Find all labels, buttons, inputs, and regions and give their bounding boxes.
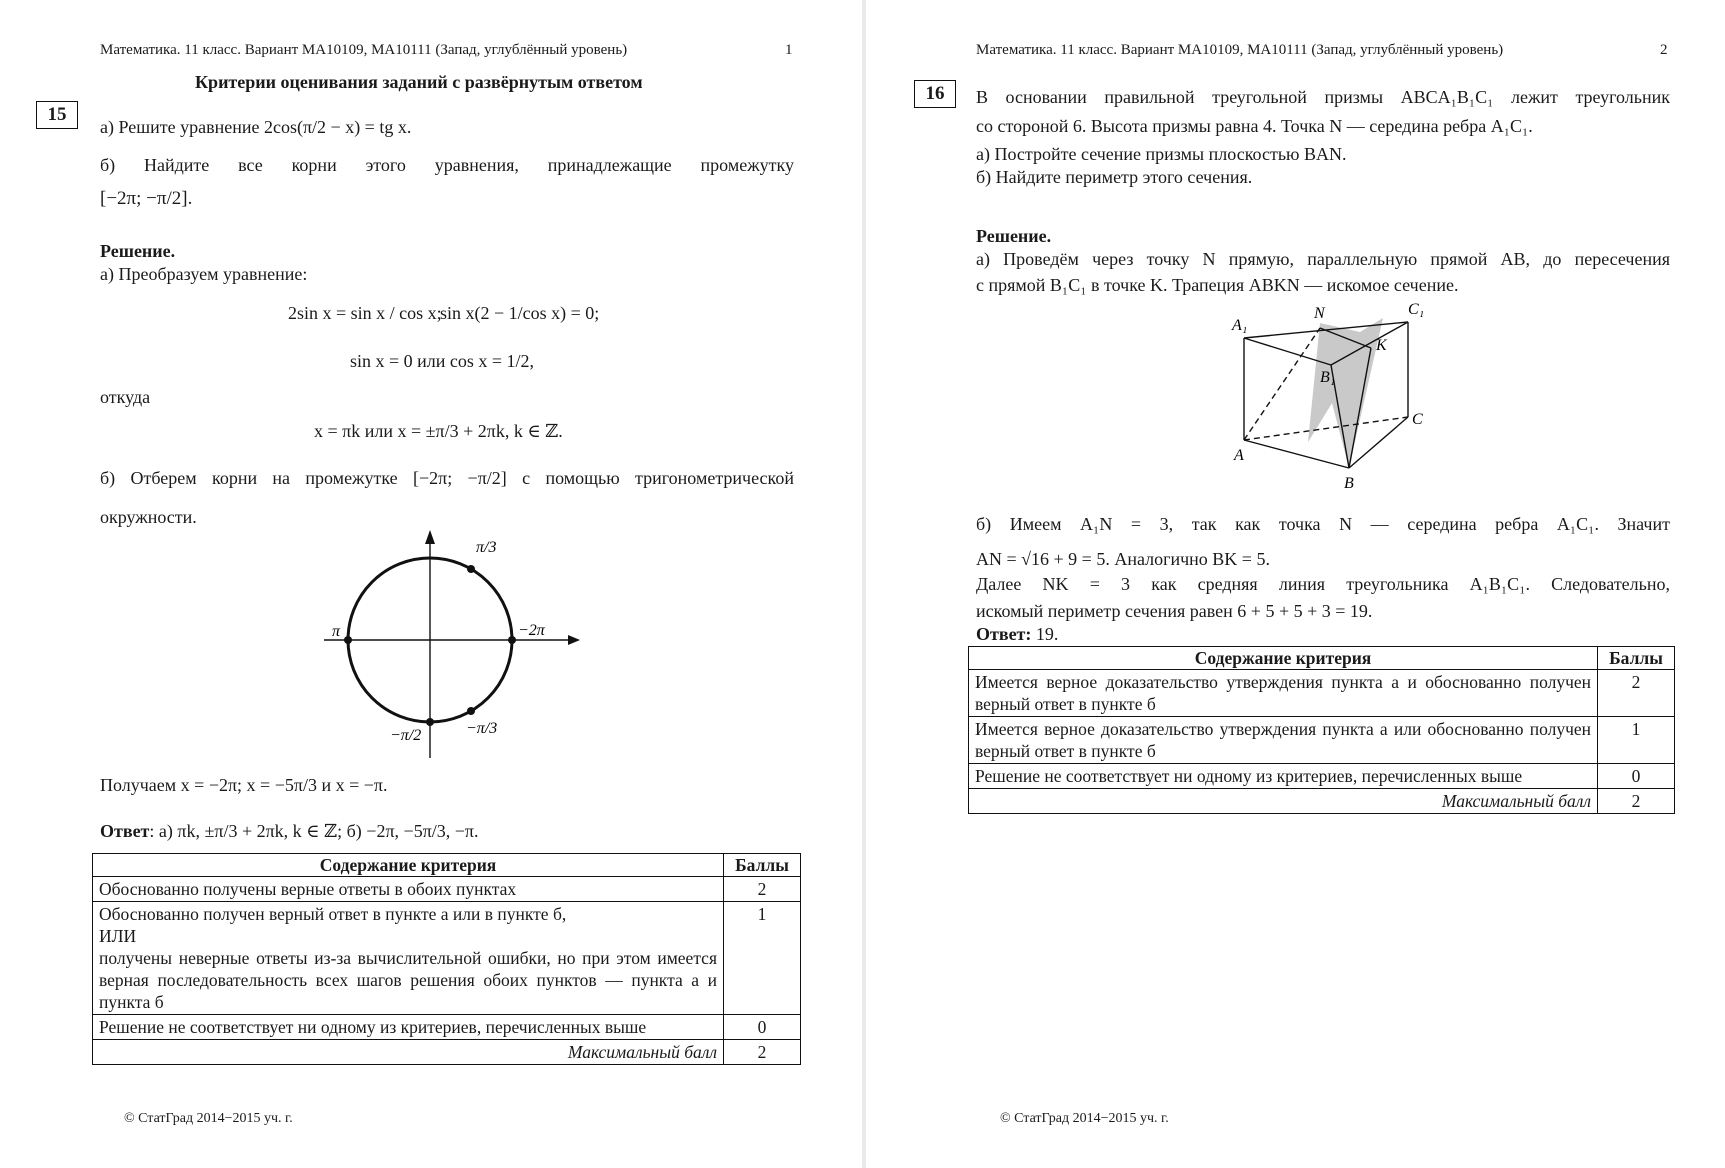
- table-row: [969, 717, 1675, 764]
- criterion-score: 2: [724, 877, 801, 902]
- criterion-text: [93, 902, 724, 1015]
- label-a1: A₁: [1232, 317, 1248, 334]
- max-score-label: Максимальный балл: [93, 1040, 724, 1065]
- page-footer: © СтатГрад 2014−2015 уч. г.: [1000, 1111, 1169, 1126]
- criterion-line: Обоснованно получен верный ответ в пункте а или в пункте б,: [99, 904, 567, 924]
- page-header: Математика. 11 класс. Вариант МА10109, МА10111 (Запад, углублённый уровень): [100, 42, 628, 58]
- table-header-score: Баллы: [724, 854, 801, 877]
- answer-text: : а) πk, ±π/3 + 2πk, k ∈ ℤ; б) −2π, −5π/3, −π.: [149, 821, 479, 841]
- table-header-content: Содержание критерия: [93, 854, 724, 877]
- point-minus-pi-over-3: [467, 707, 475, 715]
- page-header: Математика. 11 класс. Вариант МА10109, МА10111 (Запад, углублённый уровень): [976, 42, 1504, 58]
- task-16-part-a: а) Постройте сечение призмы плоскостью BAN.: [976, 144, 1347, 164]
- criterion-score: 0: [724, 1015, 801, 1040]
- label-top: π/3: [476, 539, 497, 556]
- edge-a-b: [1244, 440, 1349, 468]
- table-row: [969, 670, 1675, 717]
- solution-b-line2: AN = √16 + 9 = 5. Аналогично BK = 5.: [976, 549, 1270, 569]
- solution-b-line1: б) Отберем корни на промежутке [−2π; −π/2] с помощью тригонометрической: [100, 468, 794, 488]
- text-otkuda: откуда: [100, 387, 151, 407]
- label-b: B: [1344, 475, 1354, 492]
- solution-b-line3: Далее NK = 3 как средняя линия треугольника A₁B₁C₁. Следовательно,: [976, 574, 1670, 594]
- label-c1: C₁: [1408, 301, 1425, 318]
- solution-b-line2: окружности.: [100, 507, 197, 527]
- label-b1: B₁: [1320, 369, 1336, 386]
- criterion-score: 1: [724, 902, 801, 1015]
- task-15-interval: [−2π; −π/2].: [100, 188, 193, 209]
- label-a: A: [1234, 447, 1244, 464]
- label-left: π: [332, 623, 341, 640]
- page-footer: © СтатГрад 2014−2015 уч. г.: [124, 1111, 293, 1126]
- label-bottom: −π/2: [390, 727, 422, 744]
- point-pi: [344, 636, 352, 644]
- page-2: [866, 0, 1725, 1168]
- criterion-score: 0: [1598, 764, 1675, 789]
- table-header-row: [93, 854, 801, 877]
- answer-label: Ответ:: [976, 624, 1032, 644]
- solution-b-line1: б) Имеем A₁N = 3, так как точка N — середина ребра A₁C₁. Значит: [976, 514, 1670, 534]
- criterion-text: Имеется верное доказательство утверждения пункта а и обоснованно получен верный ответ в пункте б: [969, 670, 1598, 717]
- answer-label: Ответ: [100, 821, 150, 841]
- table-header-row: [969, 647, 1675, 670]
- max-score-value: 2: [1598, 789, 1675, 814]
- answer-line: [976, 623, 1058, 645]
- solution-b-line4: искомый периметр сечения равен 6 + 5 + 5 + 3 = 19.: [976, 601, 1373, 621]
- task-number-16: 16: [914, 80, 956, 108]
- point-minus-pi-over-2: [426, 718, 434, 726]
- answer-text: 19.: [1031, 624, 1059, 644]
- point-pi-over-3: [467, 565, 475, 573]
- page-number: 2: [1660, 42, 1668, 58]
- table-row: [93, 902, 801, 1015]
- equation-1-left: 2sin x = sin x / cos x;: [288, 303, 442, 323]
- criterion-line: ИЛИ: [99, 926, 137, 946]
- prism-figure: [1232, 300, 1436, 510]
- equation-1-right: sin x(2 − 1/cos x) = 0;: [440, 303, 600, 323]
- criterion-text: Решение не соответствует ни одному из критериев, перечисленных выше: [93, 1015, 724, 1040]
- equation-3: x = πk или x = ±π/3 + 2πk, k ∈ ℤ.: [314, 421, 563, 441]
- task-number-15: 15: [36, 101, 78, 129]
- task-16-part-b: б) Найдите периметр этого сечения.: [976, 167, 1253, 187]
- max-score-label: Максимальный балл: [969, 789, 1598, 814]
- criterion-score: 2: [1598, 670, 1675, 717]
- task-15-part-b: б) Найдите все корни этого уравнения, принадлежащие промежутку: [100, 155, 794, 175]
- result-line: Получаем x = −2π; x = −5π/3 и x = −π.: [100, 775, 388, 795]
- y-axis-arrow-icon: [425, 530, 435, 544]
- solution-a-intro: а) Преобразуем уравнение:: [100, 264, 308, 284]
- table-row: [93, 1015, 801, 1040]
- table-max-row: [969, 789, 1675, 814]
- criteria-table: [968, 646, 1675, 814]
- answer-line: [100, 820, 479, 842]
- task-16-line2: со стороной 6. Высота призмы равна 4. Точка N — середина ребра A₁C₁.: [976, 116, 1533, 136]
- criterion-text: Обоснованно получены верные ответы в обоих пунктах: [93, 877, 724, 902]
- trig-circle-figure: [318, 528, 576, 758]
- solution-a-line2: с прямой B₁C₁ в точке K. Трапеция ABKN — искомое сечение.: [976, 275, 1459, 295]
- label-k: K: [1376, 337, 1387, 354]
- solution-a-line1: а) Проведём через точку N прямую, параллельную прямой AB, до пересечения: [976, 249, 1670, 269]
- page-number: 1: [785, 42, 793, 58]
- equation-2: sin x = 0 или cos x = 1/2,: [350, 351, 535, 371]
- table-header-score: Баллы: [1598, 647, 1675, 670]
- solution-label: Решение.: [100, 241, 176, 261]
- table-max-row: [93, 1040, 801, 1065]
- section-an: [1244, 328, 1320, 440]
- task-16-line1: В основании правильной треугольной призмы ABCA₁B₁C₁ лежит треугольник: [976, 87, 1670, 107]
- criterion-line: получены неверные ответы из-за вычислительной ошибки, но при этом имеется верная последовательность всех шагов решения обоих пунктов — пункта а и пункта б: [99, 948, 718, 1012]
- point-minus-2pi: [508, 636, 516, 644]
- label-n: N: [1314, 305, 1325, 322]
- criterion-text: Решение не соответствует ни одному из критериев, перечисленных выше: [969, 764, 1598, 789]
- table-header-content: Содержание критерия: [969, 647, 1598, 670]
- criterion-text: Имеется верное доказательство утверждения пункта а или обоснованно получен верный ответ в пункте б: [969, 717, 1598, 764]
- criteria-table: [92, 853, 801, 1065]
- solution-label: Решение.: [976, 226, 1052, 246]
- page-title: Критерии оценивания заданий с развёрнутым ответом: [195, 72, 643, 92]
- table-row: [93, 877, 801, 902]
- label-c: C: [1412, 411, 1423, 428]
- page-1: [0, 0, 862, 1168]
- edge-a-c-hidden: [1244, 417, 1408, 440]
- label-right: −2π: [518, 622, 545, 639]
- max-score-value: 2: [724, 1040, 801, 1065]
- label-lower-right: −π/3: [466, 720, 498, 737]
- table-row: [969, 764, 1675, 789]
- criterion-score: 1: [1598, 717, 1675, 764]
- x-axis-arrow-icon: [568, 635, 580, 645]
- task-15-part-a: а) Решите уравнение 2cos(π/2 − x) = tg x.: [100, 117, 412, 137]
